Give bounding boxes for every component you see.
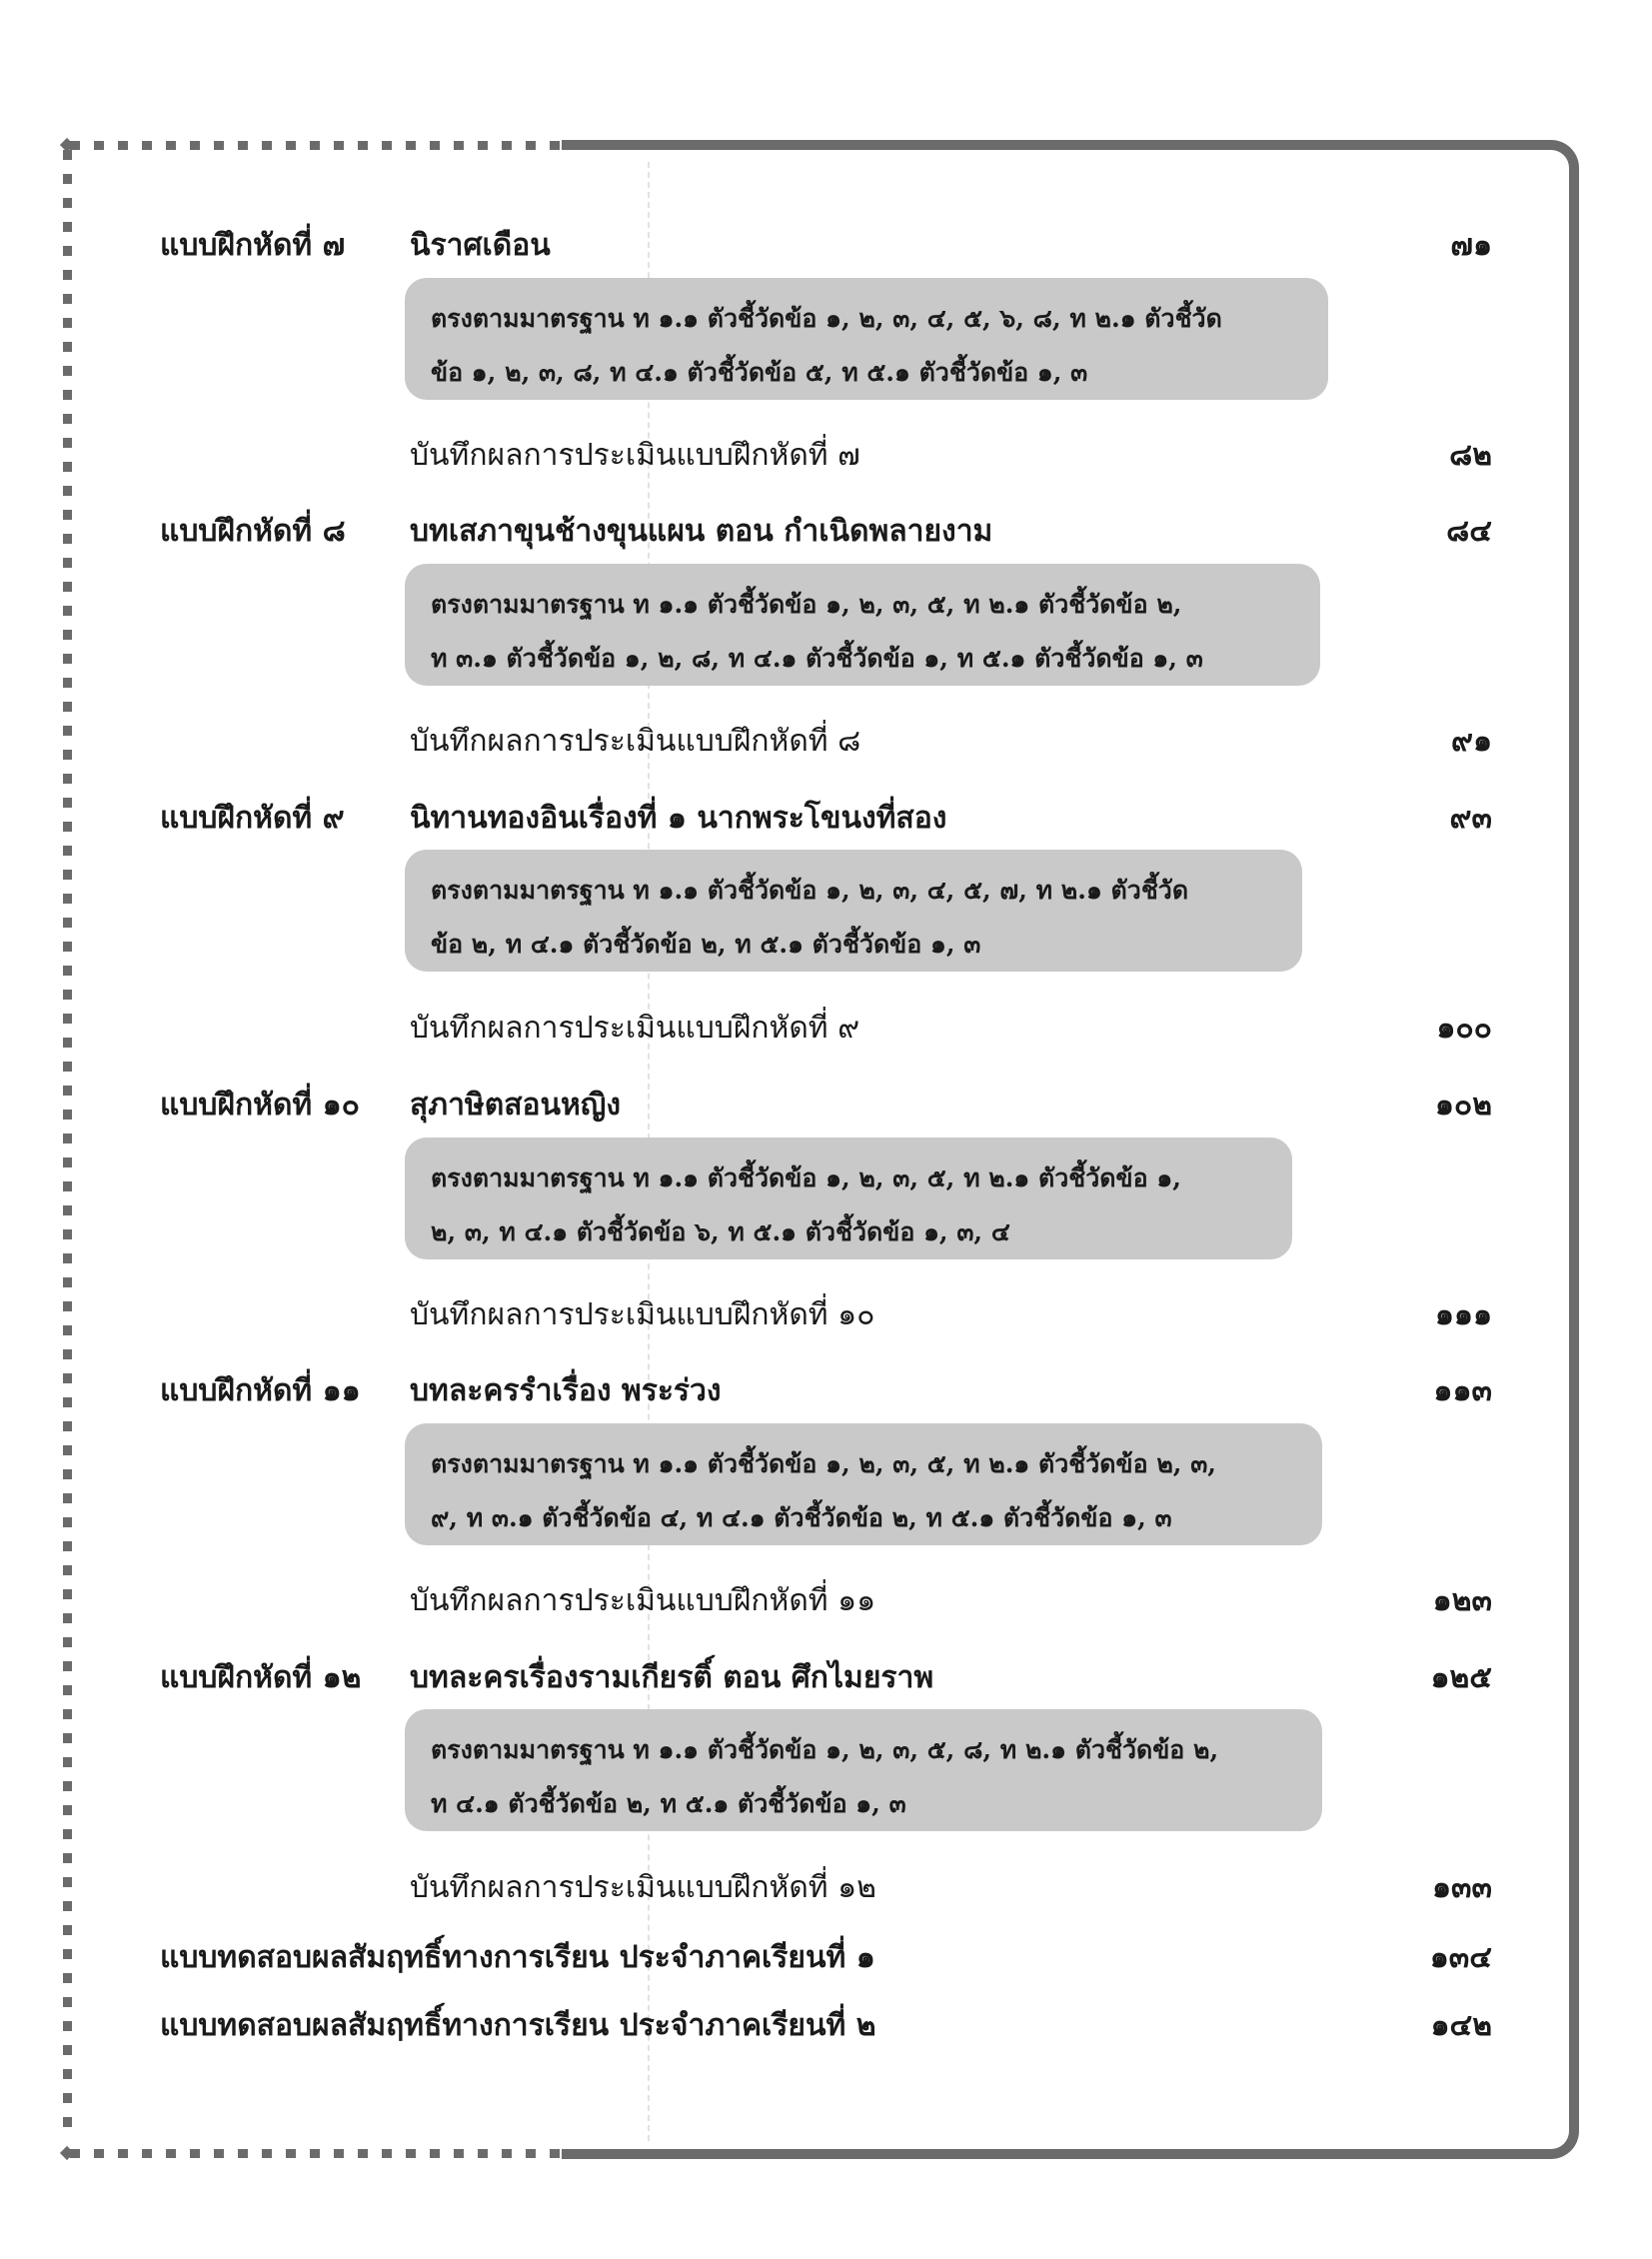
page-number: ๑๐๐ <box>1436 1011 1492 1046</box>
frame-dashed-bottom <box>70 2149 560 2158</box>
standards-line: ตรงตามมาตรฐาน ท ๑.๑ ตัวชี้วัดข้อ ๑, ๒, ๓, ๔, ๕, ๗, ท ๒.๑ ตัวชี้วัด <box>431 876 1189 905</box>
record-label: บันทึกผลการประเมินแบบฝึกหัดที่ ๑๐ <box>410 1297 875 1332</box>
page-number: ๙๓ <box>1449 801 1492 836</box>
page-number: ๑๐๒ <box>1434 1088 1492 1123</box>
record-label: บันทึกผลการประเมินแบบฝึกหัดที่ ๑๒ <box>410 1870 876 1905</box>
standards-box <box>405 1137 1292 1259</box>
exercise-label: แบบฝึกหัดที่ ๙ <box>160 801 345 836</box>
page-number: ๙๑ <box>1450 724 1492 759</box>
standards-line: ๒, ๓, ท ๔.๑ ตัวชี้วัดข้อ ๖, ท ๕.๑ ตัวชี้วัดข้อ ๑, ๓, ๔ <box>431 1217 1010 1246</box>
standards-box <box>405 1423 1322 1545</box>
exercise-title: นิราศเดือน <box>410 228 551 263</box>
record-label: บันทึกผลการประเมินแบบฝึกหัดที่ ๑๑ <box>410 1583 876 1618</box>
exercise-label: แบบฝึกหัดที่ ๑๑ <box>160 1373 361 1408</box>
test-label: แบบทดสอบผลสัมฤทธิ์ทางการเรียน ประจำภาคเรียนที่ ๑ <box>160 1940 875 1975</box>
page-number: ๑๒๓ <box>1432 1583 1492 1618</box>
record-label: บันทึกผลการประเมินแบบฝึกหัดที่ ๙ <box>410 1011 860 1046</box>
standards-box <box>405 278 1328 400</box>
frame-dashed-left <box>63 150 72 2141</box>
standards-box <box>405 564 1320 686</box>
standards-line: ตรงตามมาตรฐาน ท ๑.๑ ตัวชี้วัดข้อ ๑, ๒, ๓, ๕, ท ๒.๑ ตัวชี้วัดข้อ ๒, ๓, <box>431 1449 1217 1478</box>
standards-line: ข้อ ๒, ท ๔.๑ ตัวชี้วัดข้อ ๒, ท ๕.๑ ตัวชี้วัดข้อ ๑, ๓ <box>431 930 981 959</box>
standards-box <box>405 850 1302 972</box>
exercise-label: แบบฝึกหัดที่ ๗ <box>160 228 346 263</box>
standards-line: ท ๔.๑ ตัวชี้วัดข้อ ๒, ท ๕.๑ ตัวชี้วัดข้อ ๑, ๓ <box>431 1789 906 1818</box>
standards-line: ตรงตามมาตรฐาน ท ๑.๑ ตัวชี้วัดข้อ ๑, ๒, ๓, ๕, ท ๒.๑ ตัวชี้วัดข้อ ๒, <box>431 590 1182 619</box>
record-label: บันทึกผลการประเมินแบบฝึกหัดที่ ๘ <box>410 724 861 759</box>
standards-line: ๙, ท ๓.๑ ตัวชี้วัดข้อ ๔, ท ๔.๑ ตัวชี้วัดข้อ ๒, ท ๕.๑ ตัวชี้วัดข้อ ๑, ๓ <box>431 1503 1172 1532</box>
exercise-title: บทละครรำเรื่อง พระร่วง <box>410 1373 722 1408</box>
standards-line: ตรงตามมาตรฐาน ท ๑.๑ ตัวชี้วัดข้อ ๑, ๒, ๓, ๕, ท ๒.๑ ตัวชี้วัดข้อ ๑, <box>431 1163 1181 1192</box>
standards-line: ตรงตามมาตรฐาน ท ๑.๑ ตัวชี้วัดข้อ ๑, ๒, ๓, ๕, ๘, ท ๒.๑ ตัวชี้วัดข้อ ๒, <box>431 1735 1219 1764</box>
page-number: ๗๑ <box>1450 228 1492 263</box>
standards-line: ตรงตามมาตรฐาน ท ๑.๑ ตัวชี้วัดข้อ ๑, ๒, ๓, ๔, ๕, ๖, ๘, ท ๒.๑ ตัวชี้วัด <box>431 304 1222 333</box>
exercise-title: บทละครเรื่องรามเกียรติ์ ตอน ศึกไมยราพ <box>410 1660 934 1695</box>
page-number: ๑๑๓ <box>1433 1373 1492 1408</box>
exercise-label: แบบฝึกหัดที่ ๑๐ <box>160 1088 360 1123</box>
page-number: ๑๓๔ <box>1429 1940 1492 1975</box>
page-number: ๑๑๑ <box>1434 1297 1492 1332</box>
exercise-label: แบบฝึกหัดที่ ๑๒ <box>160 1660 362 1695</box>
test-label: แบบทดสอบผลสัมฤทธิ์ทางการเรียน ประจำภาคเรียนที่ ๒ <box>160 2008 876 2043</box>
page-number: ๑๓๓ <box>1431 1870 1492 1905</box>
standards-line: ข้อ ๑, ๒, ๓, ๘, ท ๔.๑ ตัวชี้วัดข้อ ๕, ท ๕.๑ ตัวชี้วัดข้อ ๑, ๓ <box>431 358 1088 387</box>
exercise-title: บทเสภาขุนช้างขุนแผน ตอน กำเนิดพลายงาม <box>410 514 993 549</box>
exercise-label: แบบฝึกหัดที่ ๘ <box>160 514 346 549</box>
exercise-title: สุภาษิตสอนหญิง <box>410 1088 622 1123</box>
record-label: บันทึกผลการประเมินแบบฝึกหัดที่ ๗ <box>410 438 860 473</box>
frame-dashed-top <box>70 141 560 150</box>
page-number: ๘๒ <box>1449 438 1492 473</box>
exercise-title: นิทานทองอินเรื่องที่ ๑ นากพระโขนงที่สอง <box>410 801 947 836</box>
page-number: ๑๔๒ <box>1430 2008 1492 2043</box>
page-number: ๘๔ <box>1446 514 1492 549</box>
standards-box <box>405 1709 1322 1831</box>
page-number: ๑๒๕ <box>1430 1660 1492 1695</box>
standards-line: ท ๓.๑ ตัวชี้วัดข้อ ๑, ๒, ๘, ท ๔.๑ ตัวชี้วัดข้อ ๑, ท ๕.๑ ตัวชี้วัดข้อ ๑, ๓ <box>431 644 1203 673</box>
